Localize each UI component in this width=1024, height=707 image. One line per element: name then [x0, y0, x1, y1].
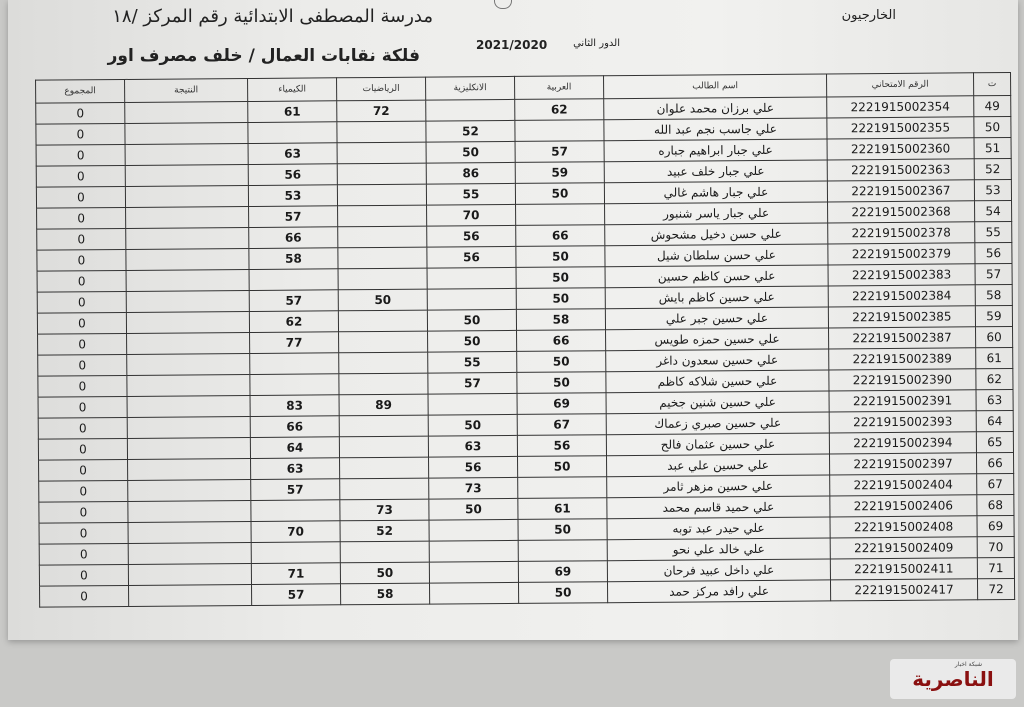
cell-arabic: 66 — [517, 330, 606, 352]
cell-english: 70 — [427, 204, 516, 226]
cell-result — [125, 164, 248, 186]
cell-chemistry: 57 — [251, 479, 340, 501]
cell-student-name: علي جبار ابراهيم جباره — [604, 139, 827, 162]
cell-exam-no: 2221915002394 — [829, 432, 976, 454]
cell-exam-no: 2221915002385 — [828, 306, 975, 328]
cell-exam-no: 2221915002397 — [829, 453, 976, 475]
cell-total: 0 — [36, 123, 125, 145]
cell-result — [127, 332, 250, 354]
cell-chemistry: 53 — [248, 185, 337, 207]
cell-student-name: علي حسين حمزه طويس — [606, 328, 829, 351]
cell-student-name: علي جبار هاشم غالي — [604, 181, 827, 204]
cell-total: 0 — [38, 417, 127, 439]
cell-total: 0 — [39, 501, 128, 523]
cell-english: 56 — [429, 456, 518, 478]
cell-math — [338, 310, 427, 332]
cell-seq: 53 — [974, 180, 1011, 201]
cell-exam-no: 2221915002389 — [829, 348, 976, 370]
cell-arabic: 50 — [518, 456, 607, 478]
cell-arabic: 50 — [516, 288, 605, 310]
cell-chemistry — [250, 353, 339, 375]
cell-seq: 50 — [974, 117, 1011, 138]
cell-math — [339, 331, 428, 353]
cell-exam-no: 2221915002378 — [828, 222, 975, 244]
cell-arabic — [516, 204, 605, 226]
cell-total: 0 — [37, 270, 126, 292]
cell-english — [427, 288, 516, 310]
cell-chemistry: 58 — [249, 248, 338, 270]
cell-math — [339, 352, 428, 374]
cell-chemistry: 83 — [250, 395, 339, 417]
cell-chemistry — [251, 542, 340, 564]
cell-english — [429, 561, 518, 583]
cell-chemistry: 77 — [250, 332, 339, 354]
cell-chemistry: 57 — [249, 206, 338, 228]
cell-seq: 67 — [977, 473, 1014, 494]
cell-chemistry: 63 — [248, 143, 337, 165]
cell-arabic: 50 — [516, 246, 605, 268]
cell-math — [339, 373, 428, 395]
cell-result — [127, 353, 250, 375]
cell-total: 0 — [38, 333, 127, 355]
cell-seq: 51 — [974, 138, 1011, 159]
col-english: الانكليزية — [426, 76, 515, 100]
cell-math — [338, 226, 427, 248]
cell-seq: 70 — [977, 536, 1014, 557]
cell-student-name: علي حسن سلطان شيل — [605, 244, 828, 267]
cell-result — [125, 185, 248, 207]
cell-total: 0 — [37, 312, 126, 334]
cell-exam-no: 2221915002383 — [828, 264, 975, 286]
cell-english: 63 — [428, 435, 517, 457]
cell-english: 50 — [429, 498, 518, 520]
cell-result — [127, 374, 250, 396]
cell-total: 0 — [37, 207, 126, 229]
cell-english — [428, 393, 517, 415]
cell-english — [429, 540, 518, 562]
cell-total: 0 — [39, 564, 128, 586]
cell-math — [338, 205, 427, 227]
cell-seq: 58 — [975, 284, 1012, 305]
cell-seq: 64 — [976, 410, 1013, 431]
cell-total: 0 — [39, 459, 128, 481]
cell-math — [339, 415, 428, 437]
cell-total: 0 — [39, 480, 128, 502]
category-label: الخارجيون — [841, 8, 896, 23]
cell-arabic — [515, 120, 604, 142]
cell-arabic: 50 — [517, 351, 606, 373]
cell-chemistry: 63 — [251, 458, 340, 480]
cell-arabic — [518, 477, 607, 499]
cell-seq: 56 — [975, 242, 1012, 263]
cell-arabic: 50 — [517, 372, 606, 394]
cell-student-name: علي خالد علي نحو — [607, 538, 830, 561]
cell-seq: 62 — [976, 368, 1013, 389]
cell-seq: 57 — [975, 263, 1012, 284]
cell-total: 0 — [39, 522, 128, 544]
cell-chemistry: 70 — [251, 521, 340, 543]
school-address: فلكة نقابات العمال / خلف مصرف اور — [107, 46, 420, 66]
cell-math — [340, 478, 429, 500]
cell-exam-no: 2221915002387 — [829, 327, 976, 349]
cell-math: 52 — [340, 520, 429, 542]
cell-english: 73 — [429, 477, 518, 499]
cell-result — [127, 395, 250, 417]
cell-seq: 71 — [977, 557, 1014, 578]
cell-math — [337, 121, 426, 143]
cell-math: 72 — [337, 100, 426, 122]
cell-student-name: علي حسين شنين جخيم — [606, 391, 829, 414]
cell-exam-no: 2221915002367 — [827, 180, 974, 202]
cell-arabic: 62 — [515, 99, 604, 121]
cell-result — [126, 227, 249, 249]
cell-arabic: 50 — [516, 267, 605, 289]
cell-arabic: 67 — [517, 414, 606, 436]
cell-chemistry — [251, 500, 340, 522]
cell-math — [338, 247, 427, 269]
cell-english: 55 — [428, 351, 517, 373]
cell-result — [126, 290, 249, 312]
cell-exam-no: 2221915002368 — [828, 201, 975, 223]
cell-total: 0 — [36, 186, 125, 208]
col-chemistry: الكيمياء — [248, 78, 337, 102]
cell-exam-no: 2221915002408 — [830, 516, 977, 538]
results-table — [35, 72, 1015, 608]
cell-exam-no: 2221915002406 — [830, 495, 977, 517]
cell-chemistry: 66 — [249, 227, 338, 249]
cell-english: 86 — [426, 162, 515, 184]
cell-arabic: 50 — [518, 582, 607, 604]
cell-seq: 65 — [976, 431, 1013, 452]
cell-student-name: علي حسين صبري زعماك — [606, 412, 829, 435]
cell-exam-no: 2221915002379 — [828, 243, 975, 265]
cell-math — [337, 142, 426, 164]
cell-english: 56 — [427, 225, 516, 247]
cell-total: 0 — [38, 438, 127, 460]
cell-math — [337, 184, 426, 206]
cell-student-name: علي جبار خلف عبيد — [604, 160, 827, 183]
logo-caption: شبكة اخبار — [954, 661, 982, 668]
cell-english: 57 — [428, 372, 517, 394]
cell-exam-no: 2221915002390 — [829, 369, 976, 391]
cell-total: 0 — [38, 375, 127, 397]
cell-student-name: علي داخل عبيد فرحان — [607, 559, 830, 582]
cell-student-name: علي حسين شلاكه كاظم — [606, 370, 829, 393]
cell-chemistry: 61 — [248, 101, 337, 123]
cell-total: 0 — [38, 354, 127, 376]
cell-english — [429, 582, 518, 604]
cell-arabic: 66 — [516, 225, 605, 247]
school-title: مدرسة المصطفى الابتدائية رقم المركز /١٨ — [112, 6, 433, 27]
cell-seq: 69 — [977, 515, 1014, 536]
cell-exam-no: 2221915002360 — [827, 138, 974, 160]
emblem-icon — [494, 0, 512, 9]
cell-seq: 59 — [975, 305, 1012, 326]
cell-result — [127, 416, 250, 438]
cell-seq: 55 — [975, 221, 1012, 242]
cell-seq: 72 — [977, 578, 1014, 599]
cell-arabic: 50 — [518, 519, 607, 541]
cell-exam-no: 2221915002409 — [830, 537, 977, 559]
cell-exam-no: 2221915002391 — [829, 390, 976, 412]
cell-english: 50 — [428, 414, 517, 436]
logo-text: الناصرية — [912, 667, 994, 691]
cell-result — [126, 311, 249, 333]
cell-chemistry — [250, 374, 339, 396]
cell-chemistry: 57 — [249, 290, 338, 312]
cell-result — [128, 479, 251, 501]
cell-student-name: علي جبار ياسر شنبور — [605, 202, 828, 225]
cell-math: 50 — [338, 289, 427, 311]
cell-student-name: علي برزان محمد علوان — [604, 97, 827, 120]
publisher-logo — [890, 659, 1016, 699]
cell-exam-no: 2221915002417 — [830, 579, 977, 601]
cell-student-name: علي حميد قاسم محمد — [607, 496, 830, 519]
col-name: اسم الطالب — [604, 74, 827, 99]
cell-exam-no: 2221915002411 — [830, 558, 977, 580]
cell-math — [340, 541, 429, 563]
cell-total: 0 — [37, 291, 126, 313]
cell-math — [338, 268, 427, 290]
cell-chemistry — [248, 122, 337, 144]
cell-chemistry — [249, 269, 338, 291]
cell-student-name: علي حيدر عبد توبه — [607, 517, 830, 540]
cell-seq: 54 — [975, 200, 1012, 221]
cell-result — [128, 542, 251, 564]
cell-result — [125, 143, 248, 165]
cell-student-name: علي حسين عثمان فالح — [606, 433, 829, 456]
col-math: الرياضيات — [337, 77, 426, 101]
cell-student-name: علي جاسب نجم عبد الله — [604, 118, 827, 141]
cell-math: 50 — [340, 562, 429, 584]
cell-english: 56 — [427, 246, 516, 268]
cell-result — [129, 584, 252, 606]
cell-student-name: علي حسن دخيل مشحوش — [605, 223, 828, 246]
cell-english — [426, 99, 515, 121]
cell-math — [337, 163, 426, 185]
academic-year: 2021/2020 — [476, 38, 548, 52]
cell-exam-no: 2221915002393 — [829, 411, 976, 433]
cell-chemistry: 71 — [251, 563, 340, 585]
cell-english: 52 — [426, 120, 515, 142]
cell-english: 55 — [426, 183, 515, 205]
cell-result — [125, 101, 248, 123]
col-seq: ت — [974, 73, 1011, 96]
cell-result — [126, 248, 249, 270]
cell-seq: 52 — [974, 159, 1011, 180]
cell-seq: 68 — [977, 494, 1014, 515]
cell-total: 0 — [38, 396, 127, 418]
cell-total: 0 — [39, 543, 128, 565]
cell-result — [125, 122, 248, 144]
cell-result — [128, 458, 251, 480]
cell-arabic: 69 — [517, 393, 606, 415]
cell-result — [128, 500, 251, 522]
cell-result — [126, 206, 249, 228]
cell-english: 50 — [427, 309, 516, 331]
cell-student-name: علي حسين سعدون داغر — [606, 349, 829, 372]
cell-seq: 61 — [976, 347, 1013, 368]
cell-exam-no: 2221915002363 — [827, 159, 974, 181]
cell-total: 0 — [36, 144, 125, 166]
cell-student-name: علي حسين جبر علي — [605, 307, 828, 330]
cell-math — [339, 436, 428, 458]
exam-round: الدور الثاني — [573, 38, 620, 49]
cell-seq: 60 — [976, 326, 1013, 347]
col-result: النتيجة — [125, 78, 248, 102]
cell-seq: 49 — [974, 96, 1011, 117]
cell-total: 0 — [37, 249, 126, 271]
cell-math — [340, 457, 429, 479]
col-total: المجموع — [36, 79, 125, 103]
cell-student-name: علي رافد مركز حمد — [607, 580, 830, 603]
col-exam-no: الرقم الامتحاني — [827, 73, 974, 97]
cell-english — [429, 519, 518, 541]
cell-arabic: 57 — [515, 141, 604, 163]
cell-english — [427, 267, 516, 289]
cell-arabic: 56 — [517, 435, 606, 457]
cell-student-name: علي حسين كاظم بايش — [605, 286, 828, 309]
cell-student-name: علي حسن كاظم حسين — [605, 265, 828, 288]
cell-exam-no: 2221915002384 — [828, 285, 975, 307]
cell-arabic: 58 — [516, 309, 605, 331]
cell-arabic: 50 — [515, 183, 604, 205]
cell-chemistry: 62 — [249, 311, 338, 333]
table-body — [36, 96, 1015, 608]
cell-english: 50 — [426, 141, 515, 163]
cell-total: 0 — [40, 585, 129, 607]
cell-student-name: علي حسين علي عبد — [607, 454, 830, 477]
cell-result — [126, 269, 249, 291]
cell-result — [128, 521, 251, 543]
cell-english: 50 — [428, 330, 517, 352]
cell-arabic: 59 — [515, 162, 604, 184]
cell-math: 89 — [339, 394, 428, 416]
cell-chemistry: 56 — [248, 164, 337, 186]
cell-student-name: علي حسين مزهر ثامر — [607, 475, 830, 498]
cell-chemistry: 64 — [250, 437, 339, 459]
cell-seq: 63 — [976, 389, 1013, 410]
cell-math: 73 — [340, 499, 429, 521]
cell-total: 0 — [36, 165, 125, 187]
cell-total: 0 — [37, 228, 126, 250]
cell-result — [128, 563, 251, 585]
cell-chemistry: 57 — [252, 584, 341, 606]
cell-arabic — [518, 540, 607, 562]
cell-exam-no: 2221915002355 — [827, 117, 974, 139]
cell-total: 0 — [36, 102, 125, 124]
cell-math: 58 — [340, 583, 429, 605]
cell-arabic: 61 — [518, 498, 607, 520]
col-arabic: العربية — [515, 76, 604, 100]
cell-arabic: 69 — [518, 561, 607, 583]
cell-result — [127, 437, 250, 459]
cell-seq: 66 — [976, 452, 1013, 473]
cell-exam-no: 2221915002354 — [827, 96, 974, 118]
cell-chemistry: 66 — [250, 416, 339, 438]
cell-exam-no: 2221915002404 — [830, 474, 977, 496]
